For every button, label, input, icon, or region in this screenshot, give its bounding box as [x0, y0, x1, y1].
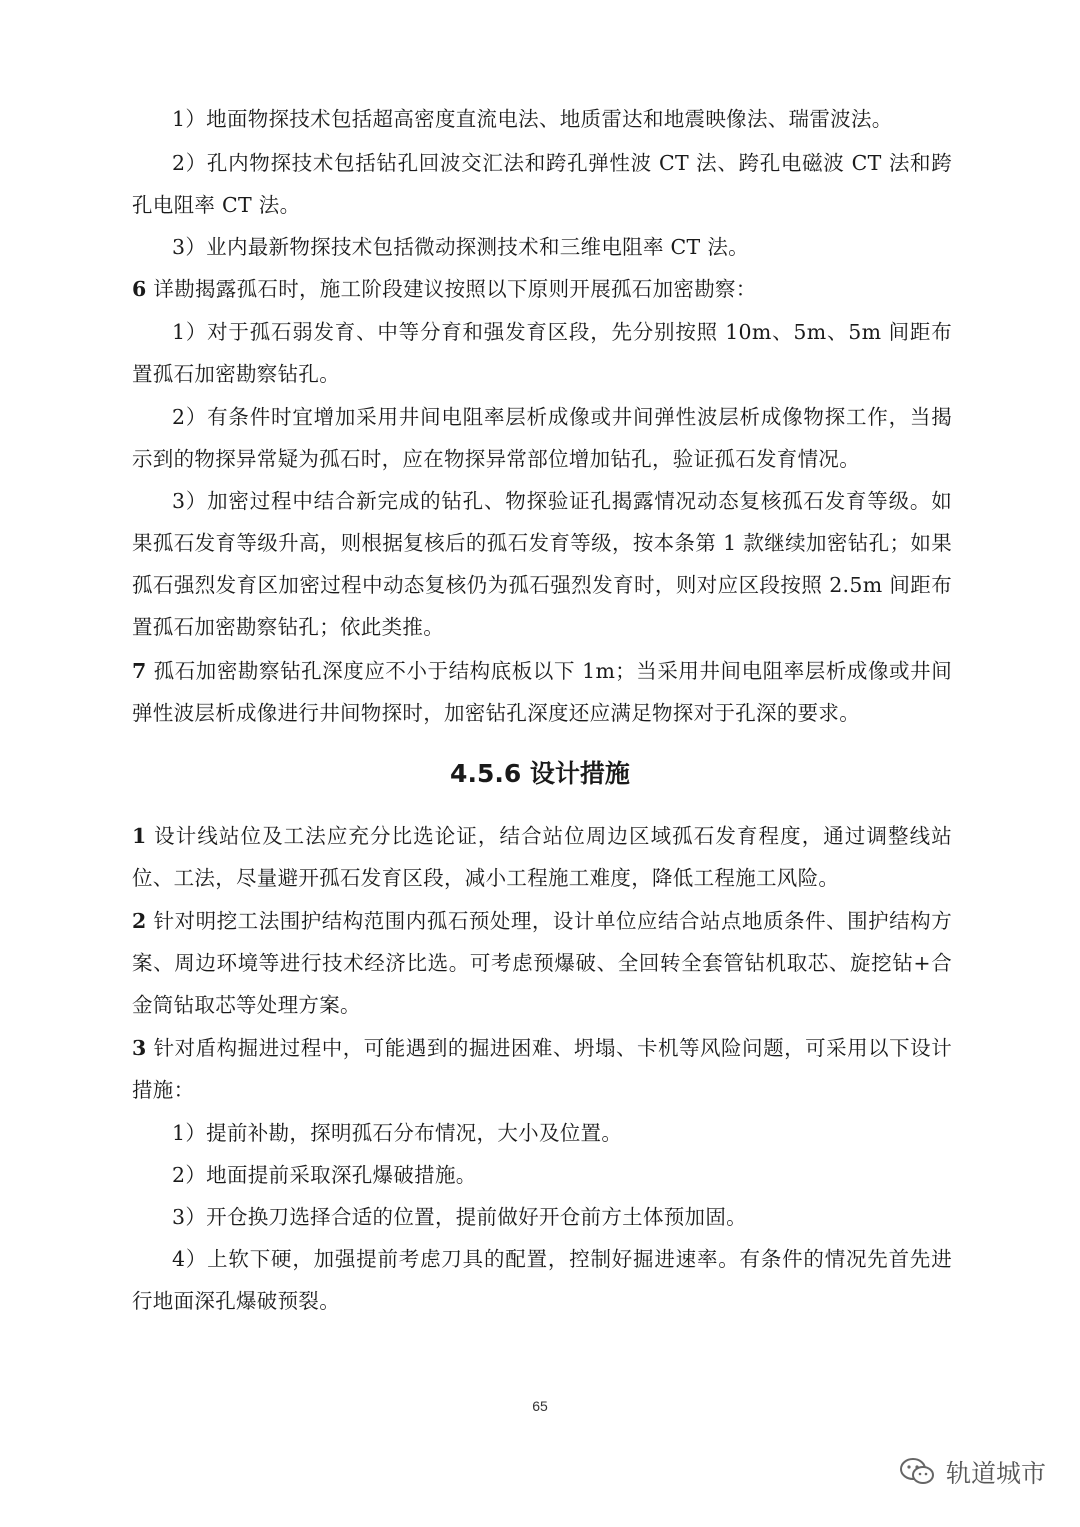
clause-number: 3 [132, 1036, 147, 1060]
watermark-text: 轨道城市 [945, 1459, 1046, 1488]
paragraph-p6 [132, 396, 952, 480]
paragraph-p3 [132, 226, 952, 268]
paragraph-p5 [132, 311, 952, 395]
clause-number: 6 [132, 277, 147, 301]
paragraph-text: 3）开仓换刀选择合适的位置，提前做好开仓前方土体预加固。 [172, 1205, 747, 1229]
paragraph-p2 [132, 142, 952, 226]
watermark [898, 1452, 1046, 1492]
paragraph-p4 [132, 268, 952, 310]
paragraph-text: 1）对于孤石弱发育、中等分育和强发育区段，先分别按照 10m、5m、5m 间距布置孤石加密勘察钻孔。 [132, 320, 952, 386]
paragraph-q5 [132, 1154, 952, 1196]
page-number: 65 [532, 1398, 548, 1414]
paragraph-text: 针对明挖工法围护结构范围内孤石预处理，设计单位应结合站点地质条件、围护结构方案、周边环境等进行技术经济比选。可考虑预爆破、全回转全套管钻机取芯、旋挖钻+合金筒钻取芯等处理方案。 [132, 909, 952, 1017]
paragraph-text: 4）上软下硬，加强提前考虑刀具的配置，控制好掘进速率。有条件的情况先首先进行地面深孔爆破预裂。 [132, 1247, 952, 1313]
clause-number: 1 [132, 824, 147, 848]
paragraph-q2 [132, 900, 952, 1026]
paragraph-text: 设计线站位及工法应充分比选论证，结合站位周边区域孤石发育程度，通过调整线站位、工法，尽量避开孤石发育区段，减小工程施工难度，降低工程施工风险。 [132, 824, 952, 890]
paragraph-p8 [132, 650, 952, 734]
paragraph-text: 孤石加密勘察钻孔深度应不小于结构底板以下 1m；当采用井间电阻率层析成像或井间弹性波层析成像进行井间物探时，加密钻孔深度还应满足物探对于孔深的要求。 [132, 659, 952, 725]
paragraph-text: 2）孔内物探技术包括钻孔回波交汇法和跨孔弹性波 CT 法、跨孔电磁波 CT 法和跨孔电阻率 CT 法。 [132, 151, 952, 217]
paragraph-text: 1）地面物探技术包括超高密度直流电法、地质雷达和地震映像法、瑞雷波法。 [172, 107, 893, 131]
paragraph-text: 详勘揭露孤石时，施工阶段建议按照以下原则开展孤石加密勘察： [146, 277, 757, 301]
paragraph-text: 2）地面提前采取深孔爆破措施。 [172, 1163, 477, 1187]
paragraph-text: 1）提前补勘，探明孤石分布情况，大小及位置。 [172, 1121, 623, 1145]
paragraph-text: 3）加密过程中结合新完成的钻孔、物探验证孔揭露情况动态复核孤石发育等级。如果孤石发育等级升高，则根据复核后的孤石发育等级，按本条第 1 款继续加密钻孔；如果孤石强烈发育区加密过程中动态复核仍为孤石强烈发育时，则对应区段按照 2.5m 间距布置孤石加密勘察钻孔；依此类推。 [132, 489, 952, 639]
paragraph-text: 2）有条件时宜增加采用井间电阻率层析成像或井间弹性波层析成像物探工作，当揭示到的物探异常疑为孤石时，应在物探异常部位增加钻孔，验证孤石发育情况。 [132, 405, 952, 471]
paragraph-q1 [132, 815, 952, 899]
paragraph-text: 针对盾构掘进过程中，可能遇到的掘进困难、坍塌、卡机等风险问题，可采用以下设计措施： [132, 1036, 952, 1102]
paragraph-q7 [132, 1238, 952, 1322]
paragraph-q4 [132, 1112, 952, 1154]
paragraph-p1 [132, 98, 952, 140]
clause-number: 7 [132, 659, 147, 683]
paragraph-q3 [132, 1027, 952, 1111]
paragraph-q6 [132, 1196, 952, 1238]
wechat-icon [898, 1456, 936, 1488]
clause-number: 2 [132, 909, 147, 933]
section-heading: 4.5.6 设计措施 [450, 759, 630, 788]
paragraph-p7 [132, 480, 952, 648]
paragraph-text: 3）业内最新物探技术包括微动探测技术和三维电阻率 CT 法。 [172, 235, 749, 259]
